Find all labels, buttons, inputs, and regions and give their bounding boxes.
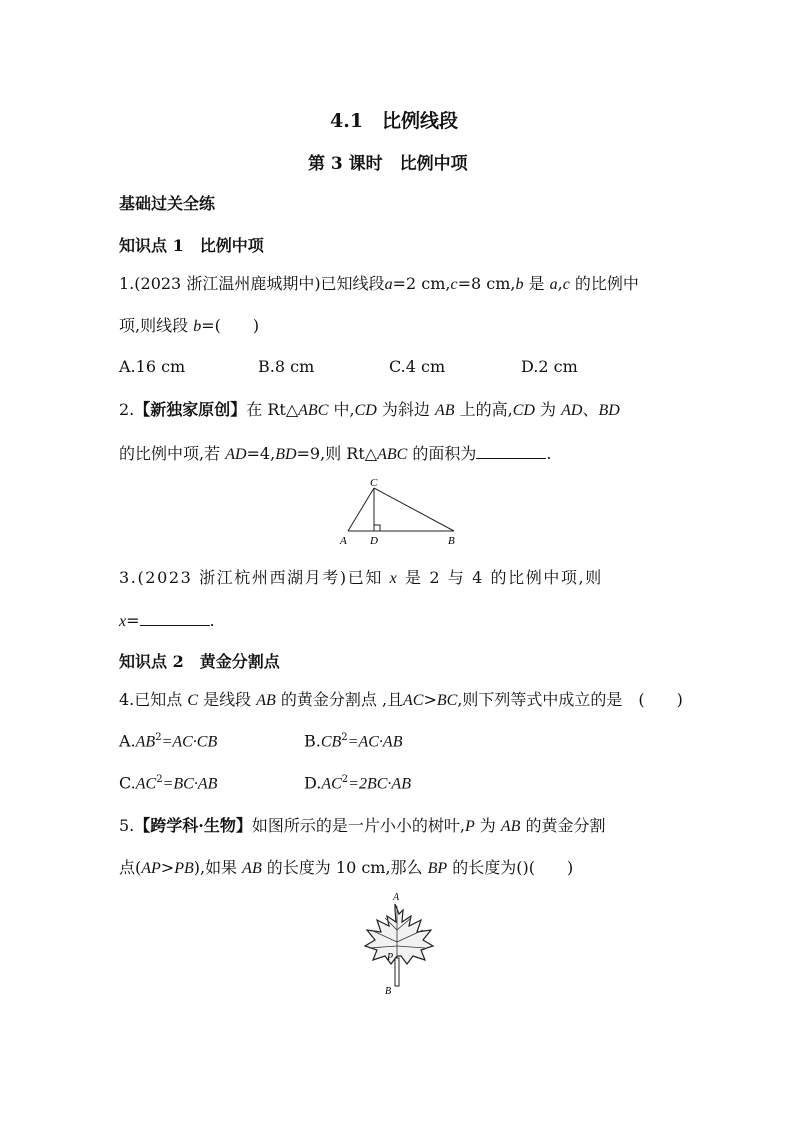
q5-text: >: [160, 858, 175, 877]
q5-tag: 【跨学科·生物】: [134, 816, 252, 835]
label-ab: AB: [242, 860, 262, 877]
superscript: 2: [156, 774, 163, 785]
question-1-line-2: [119, 318, 259, 335]
superscript: 2: [341, 774, 349, 785]
segment-cb: [374, 488, 454, 531]
q4-text: 的黄金分割点 ,且: [275, 690, 404, 709]
option-letter: B.: [304, 731, 321, 751]
option-letter: D.: [304, 773, 322, 793]
option-letter: A.: [119, 731, 136, 751]
var-x: x: [119, 613, 127, 630]
q4-option-b[interactable]: [304, 733, 402, 750]
q2-text: 、: [582, 400, 599, 419]
segment-ac: [348, 488, 374, 531]
knowledge-point-2-heading: 知识点 2 黄金分割点: [119, 652, 280, 671]
label-ab: AB: [434, 402, 455, 419]
option-expr: =AC·AB: [347, 733, 403, 751]
q2-answer-blank[interactable]: [476, 444, 546, 459]
label-ab: AB: [500, 818, 521, 835]
question-4-line-1: [119, 692, 683, 709]
question-5-line-1: [119, 818, 606, 835]
point-a-label: A: [340, 535, 347, 547]
q1-option-d[interactable]: D.2 cm: [521, 357, 578, 376]
var-c: C: [187, 692, 199, 709]
q5-text: 如图所示的是一片小小的树叶,: [251, 816, 465, 835]
q2-text: .: [546, 444, 552, 463]
label-ap: AP: [141, 860, 161, 877]
label-ac: AC: [403, 692, 424, 709]
point-p-label: P: [387, 952, 394, 963]
var-b: b: [515, 276, 524, 293]
q1-option-b[interactable]: B.8 cm: [258, 357, 315, 376]
point-c-label: C: [370, 477, 378, 489]
label-bp: BP: [427, 860, 448, 877]
point-b-label: B: [448, 535, 455, 547]
q4-text: ,则下列等式中成立的是 ( ): [457, 690, 683, 709]
option-expr: AC: [321, 775, 342, 793]
question-2-line-1: [119, 402, 620, 419]
q2-text: 的面积为: [407, 444, 477, 463]
lesson-subtitle: 第 3 课时 比例中项: [308, 154, 468, 174]
q1-text: 1.(2023 浙江温州鹿城期中)已知线段: [119, 274, 385, 293]
q4-option-a[interactable]: [119, 733, 217, 750]
option-expr: =2BC·AB: [348, 775, 411, 793]
q2-text: 上的高,: [454, 400, 513, 419]
question-1-line-1: [119, 276, 639, 293]
question-2-line-2: [119, 444, 551, 463]
q3-text: 3.(2023 浙江杭州西湖月考)已知: [119, 568, 390, 587]
var-x: x: [389, 570, 399, 587]
page-title: 4.1 比例线段: [330, 110, 459, 132]
q3-text: 是 2 与 4 的比例中项,则: [398, 568, 603, 587]
option-expr: CB: [320, 733, 342, 751]
label-pb: PB: [174, 860, 194, 877]
superscript: 2: [341, 732, 348, 743]
option-expr: AB: [135, 733, 156, 751]
option-expr: =BC·AB: [162, 775, 218, 793]
q4-option-c[interactable]: [119, 775, 217, 792]
q4-option-d[interactable]: [304, 775, 411, 792]
option-expr: =AC·CB: [161, 733, 218, 751]
question-3-line-2: [119, 611, 215, 630]
label-bd: BD: [598, 402, 620, 419]
var-b: b: [193, 318, 202, 335]
superscript: 2: [155, 732, 162, 743]
q2-tag: 【新独家原创】: [134, 400, 247, 419]
label-cd: CD: [512, 402, 535, 419]
q5-text: 的长度为 10 cm,那么: [261, 858, 428, 877]
label-ab: AB: [256, 692, 276, 709]
q5-text: 为: [474, 816, 501, 835]
q1-answer-bracket: =( ): [201, 316, 260, 335]
q1-option-a[interactable]: A.16 cm: [119, 357, 186, 376]
q3-text: .: [209, 611, 215, 630]
q2-text: 在 Rt△: [246, 400, 299, 419]
knowledge-point-1-heading: 知识点 1 比例中项: [119, 236, 264, 255]
label-ad: AD: [561, 402, 583, 419]
q1-text: 项,则线段: [119, 316, 194, 335]
label-abc: ABC: [377, 446, 408, 463]
section-heading: 基础过关全练: [119, 194, 216, 213]
question-5-line-2: [119, 860, 573, 877]
leaf-outline: [365, 904, 433, 964]
point-b-label: B: [385, 986, 392, 997]
q1-text: ,: [557, 274, 563, 293]
q1-text: 的比例中: [569, 274, 639, 293]
var-a: a: [549, 276, 558, 293]
q1-option-c[interactable]: C.4 cm: [389, 357, 446, 376]
right-angle-mark: [374, 525, 380, 531]
var-p: P: [464, 818, 475, 835]
q5-text: ),如果: [193, 858, 243, 877]
q3-answer-blank[interactable]: [140, 611, 210, 626]
q2-text: 为: [534, 400, 562, 419]
q5-number: 5.: [119, 816, 135, 835]
q1-text: =2 cm,: [392, 274, 451, 293]
q4-text: 是线段: [198, 690, 257, 709]
label-bc: BC: [436, 692, 458, 709]
q5-text: 的长度为()( ): [447, 858, 574, 877]
q2-text: 为斜边: [376, 400, 435, 419]
point-a-label: A: [393, 892, 400, 903]
q2-text: =4,: [246, 444, 276, 463]
leaf-stem: [395, 958, 399, 986]
q2-text: =9,则 Rt△: [296, 444, 378, 463]
var-a: a: [384, 276, 393, 293]
q1-text: =8 cm,: [457, 274, 516, 293]
q2-text: 的比例中项,若: [119, 444, 226, 463]
label-cd: CD: [354, 402, 377, 419]
q2-number: 2.: [119, 400, 135, 419]
q4-text: >: [423, 690, 437, 709]
option-expr: AC: [135, 775, 157, 793]
label-bd: BD: [275, 446, 297, 463]
right-triangle-figure: [336, 476, 466, 548]
q1-text: 是: [523, 274, 550, 293]
q5-text: 点(: [119, 858, 142, 877]
label-ad: AD: [225, 446, 247, 463]
option-letter: C.: [119, 773, 136, 793]
label-abc: ABC: [298, 402, 329, 419]
question-3-line-1: [119, 570, 603, 587]
q4-text: 4.已知点: [119, 690, 188, 709]
q5-text: 的黄金分割: [520, 816, 606, 835]
q2-text: 中,: [328, 400, 355, 419]
var-c: c: [450, 276, 458, 293]
var-c: c: [562, 276, 570, 293]
point-d-label: D: [370, 535, 378, 547]
q3-text: =: [126, 611, 140, 630]
maple-leaf-figure: [355, 890, 445, 1000]
